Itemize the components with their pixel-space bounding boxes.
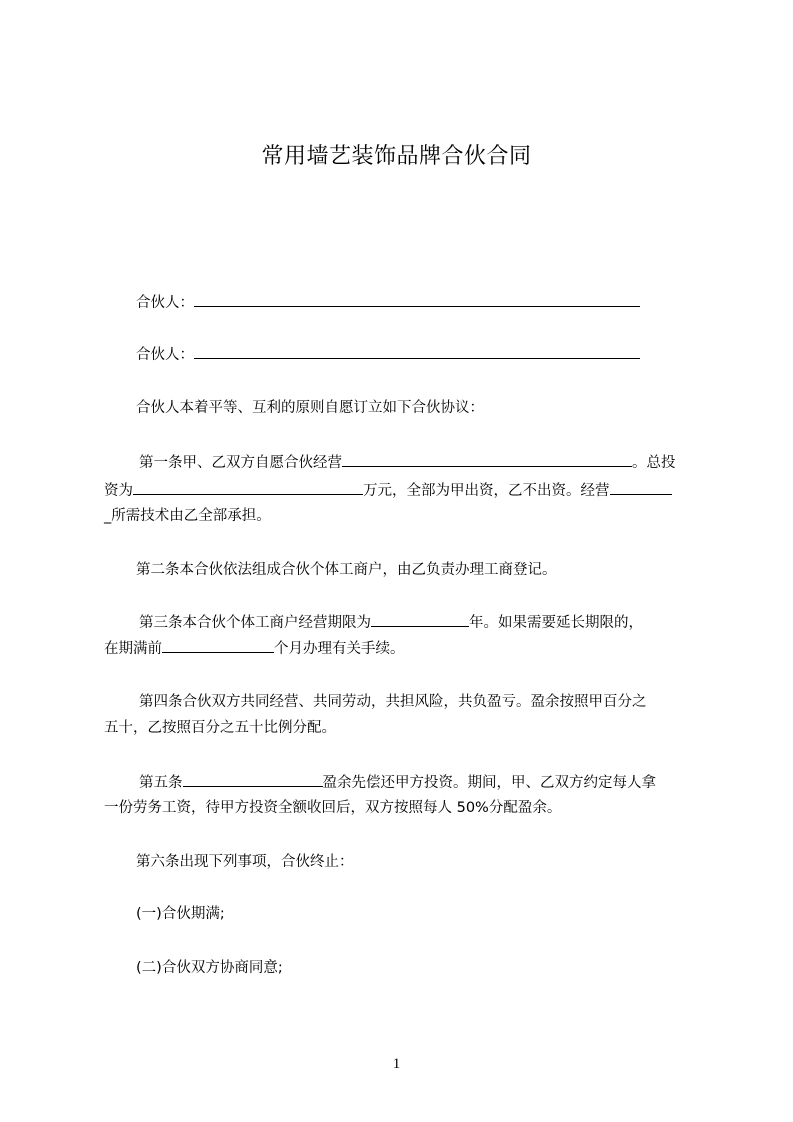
article-3-text: 在期满前 (104, 641, 162, 657)
page-number: 1 (392, 1056, 401, 1072)
article-1-text: 第一条甲、乙双方自愿合伙经营 (139, 455, 342, 471)
article-1-text: 。总投 (632, 455, 676, 471)
article-1-text: 万元，全部为甲出资，乙不出资。经营 (363, 483, 610, 499)
partner-line-2 (136, 344, 640, 365)
partner-blank (194, 292, 640, 307)
article-3-text: 年。如果需要延长期限的， (469, 615, 643, 631)
article-5-text: 盈余先偿还甲方投资。期间，甲、乙双方约定每人拿 (322, 775, 656, 791)
article-6-paragraph: 第六条出现下列事项，合伙终止： (136, 854, 354, 870)
article-3-text: 个月办理有关手续。 (274, 641, 405, 657)
termination-item-2: (二)合伙双方协商同意; (136, 960, 283, 976)
article-2-paragraph: 第二条本合伙依法组成合伙个体工商户，由乙负责办理工商登记。 (136, 562, 557, 578)
article-3-text: 第三条本合伙个体工商户经营期限为 (139, 615, 371, 631)
intro-paragraph: 合伙人本着平等、互利的原则自愿订立如下合伙协议： (136, 400, 484, 416)
term-blank (371, 612, 469, 627)
partner-blank (194, 344, 640, 359)
article-5-text: 第五条 (139, 775, 183, 791)
investment-blank (133, 480, 363, 495)
article-4-line-2: 五十，乙按照百分之五十比例分配。 (104, 720, 336, 736)
article-4-line-1: 第四条合伙双方共同经营、共同劳动，共担风险，共负盈亏。盈余按照甲百分之 (139, 694, 647, 710)
article-1-text: 资为 (104, 483, 133, 499)
business-blank (342, 452, 632, 467)
article-5-line-2: 一份劳务工资，待甲方投资全额收回后，双方按照每人 50%分配盈余。 (104, 800, 562, 816)
article-1-line-3: _所需技术由乙全部承担。 (104, 508, 271, 524)
surplus-blank (183, 772, 323, 787)
partner-line-1 (136, 292, 640, 313)
article-1-line-2 (104, 480, 672, 501)
article-5-line-1 (139, 772, 656, 793)
document-title: 常用墙艺装饰品牌合伙合同 (261, 144, 532, 169)
article-3-line-2 (104, 638, 405, 659)
partner-label: 合伙人： (136, 295, 194, 311)
article-1-line-1 (139, 452, 676, 473)
months-blank (162, 638, 274, 653)
termination-item-1: (一)合伙期满; (136, 906, 225, 922)
partner-label: 合伙人： (136, 347, 194, 363)
operation-blank (610, 480, 672, 495)
article-3-line-1 (139, 612, 643, 633)
